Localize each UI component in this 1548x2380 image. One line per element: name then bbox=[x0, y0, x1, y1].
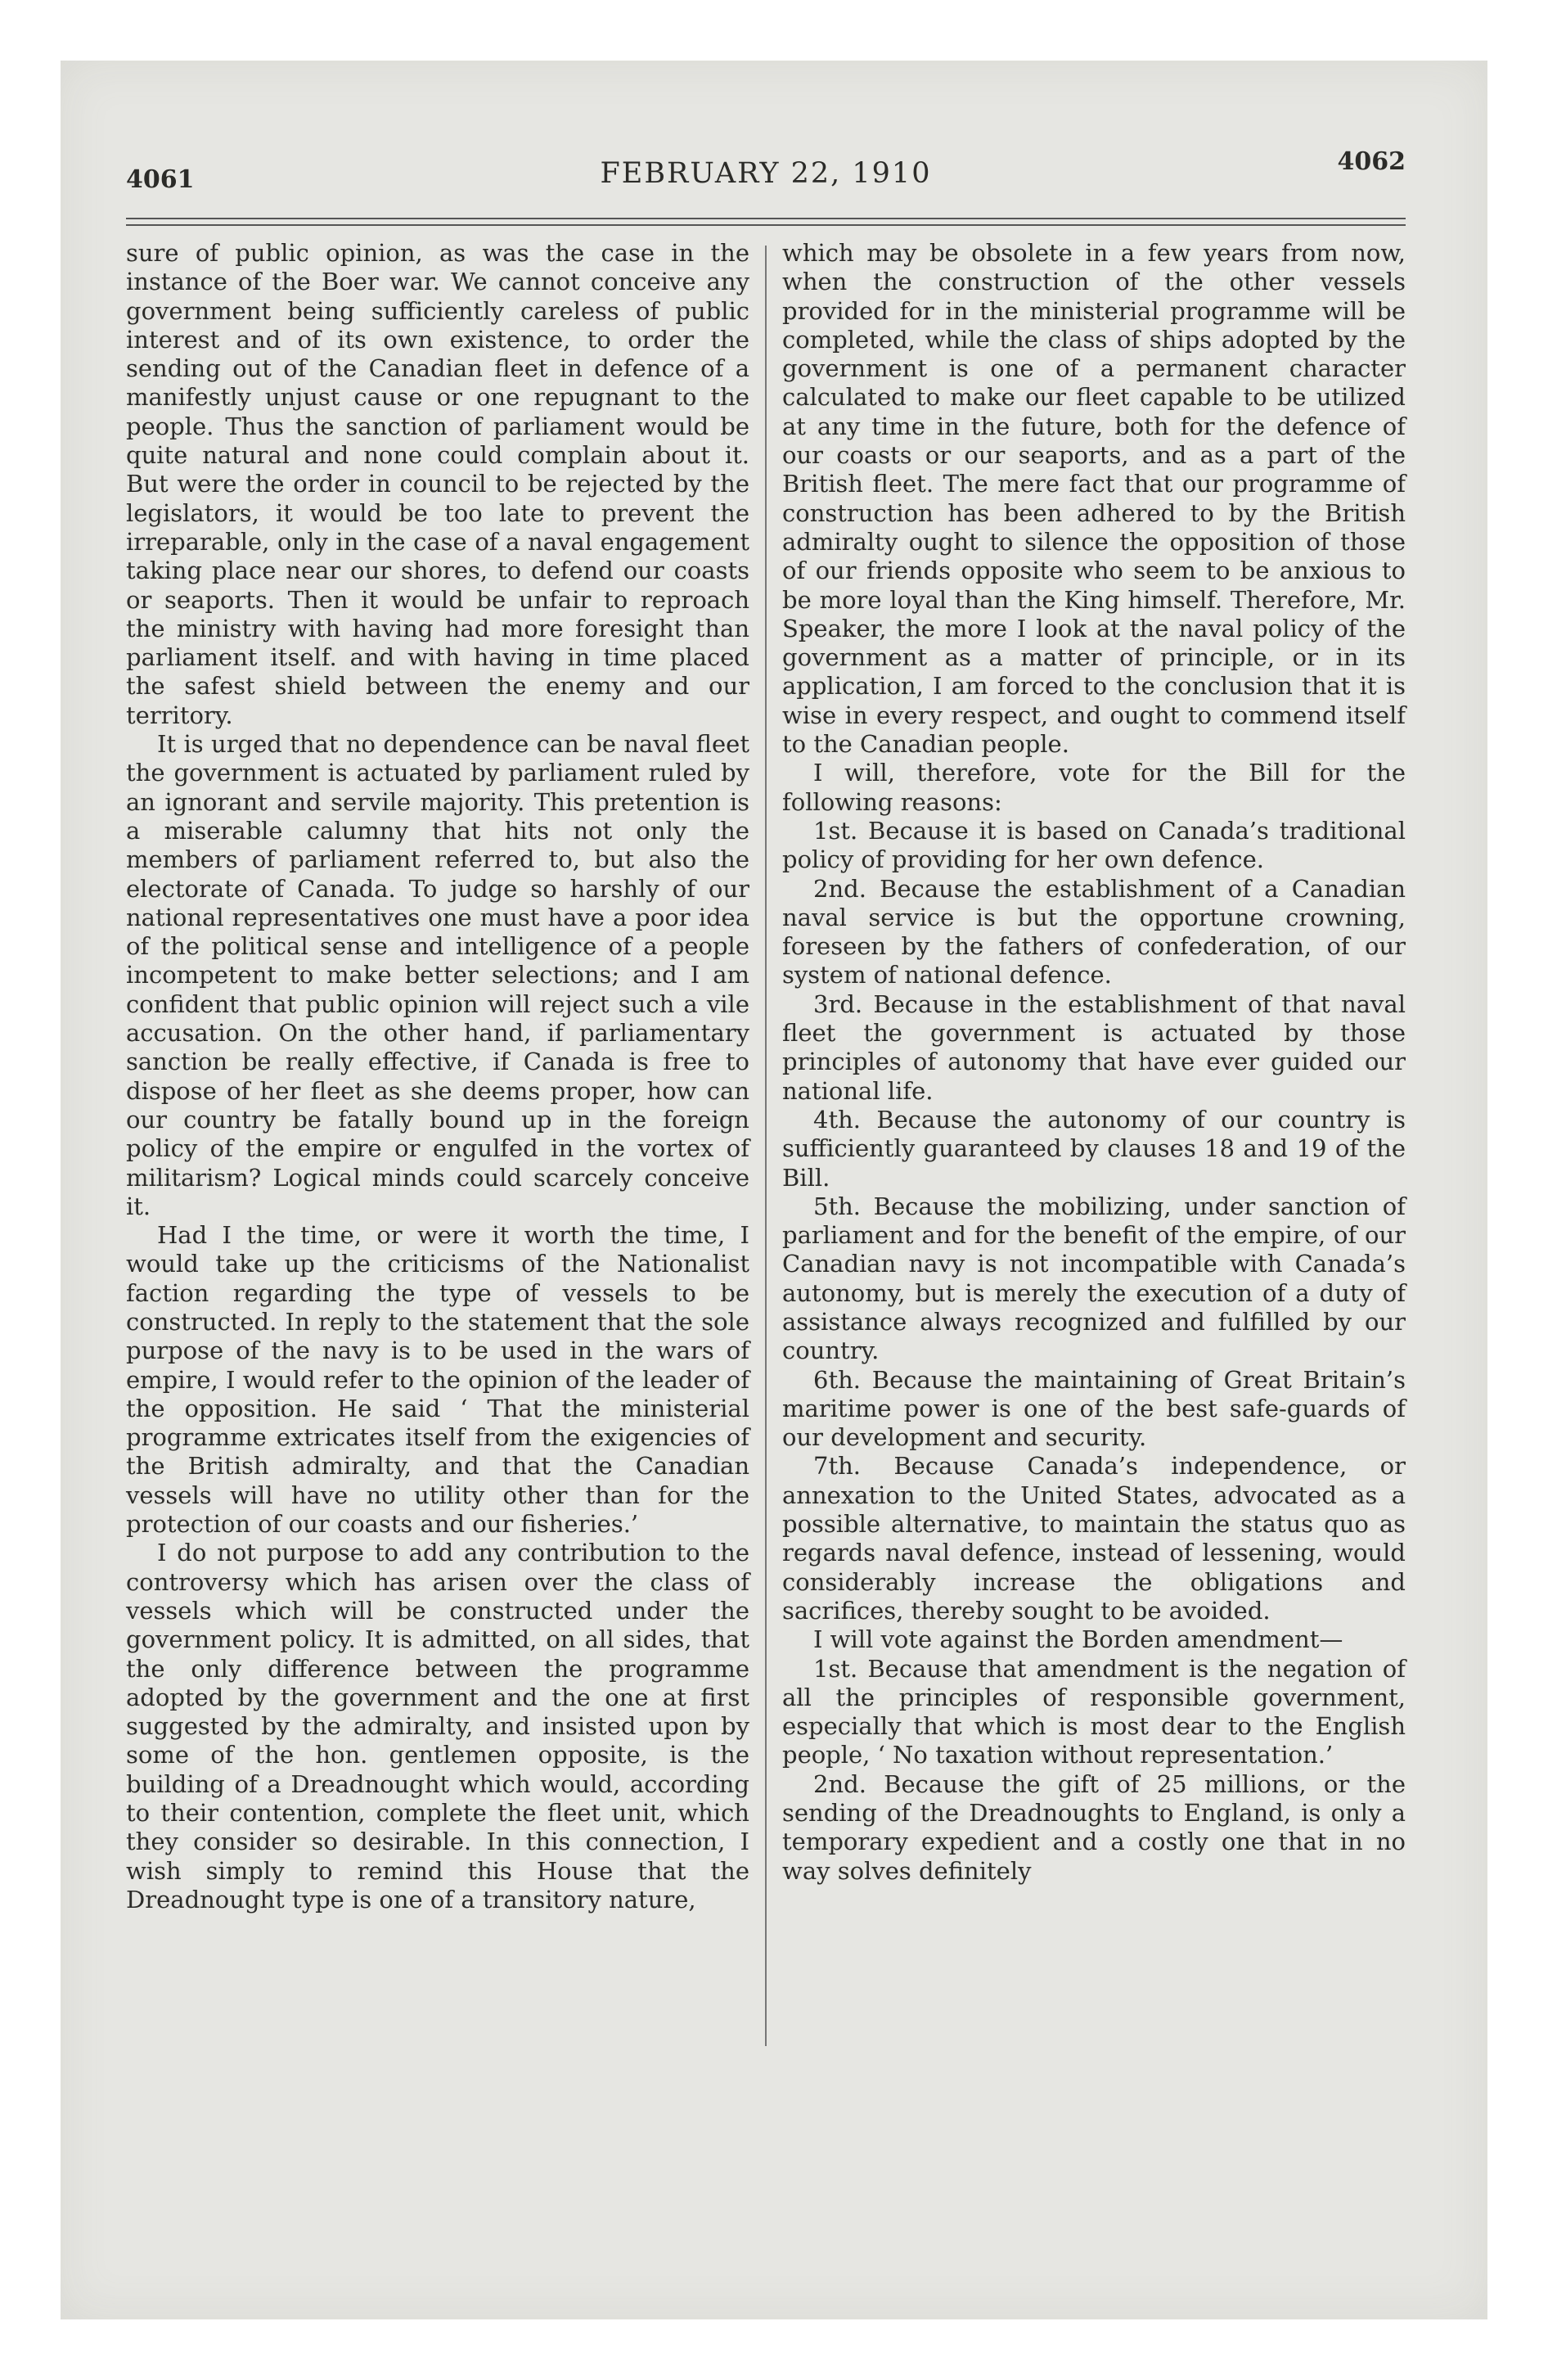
list-item: 2nd. Because the gift of 25 millions, or the sending of the Dreadnoughts to England, is only a temporary expedient and a costly one that in no way solves definitely bbox=[782, 1769, 1406, 1885]
page-number-right: 4062 bbox=[1337, 147, 1406, 176]
paragraph: I will, therefore, vote for the Bill for the following reasons: bbox=[782, 759, 1406, 816]
list-item: 6th. Because the maintaining of Great Britain’s maritime power is one of the best safe-guards of our development and security. bbox=[782, 1365, 1406, 1452]
paragraph: sure of public opinion, as was the case in the instance of the Boer war. We cannot conceive any government being sufficiently careless of public interest and of its own existence, to order the sending out of the Canadian fleet in defence of a manifestly unjust cause or one repugnant to the people. Thus the sanction of parliament would be quite natural and none could complain about it. But were the order in council to be rejected by the legislators, it would be too late to prevent the irreparable, only in the case of a naval engagement taking place near our shores, to defend our coasts or seaports. Then it would be unfair to reproach the ministry with having had more foresight than parliament itself. and with having in time placed the safest shield between the enemy and our territory. bbox=[126, 239, 749, 729]
page-number-left: 4061 bbox=[126, 165, 195, 194]
header-rule-bottom bbox=[126, 224, 1406, 226]
paragraph: I do not purpose to add any contribution to the controversy which has arisen over the class of vessels which will be constructed under the government policy. It is admitted, on all sides, that the only difference between the programme adopted by the government and the one at first suggested by the admiralty, and insisted upon by some of the hon. gentlemen opposite, is the building of a Dreadnought which would, according to their contention, complete the fleet unit, which they consider so desirable. In this connection, I wish simply to remind this House that the Dreadnought type is one of a transitory nature, bbox=[126, 1539, 749, 1913]
header-rule-top bbox=[126, 218, 1406, 219]
left-column bbox=[126, 239, 749, 2046]
list-item: 7th. Because Canada’s independence, or annexation to the United States, advocated as a possible alternative, to maintain the status quo as regards naval defence, instead of lessening, would considerably increase the obligations and sacrifices, thereby sought to be avoided. bbox=[782, 1452, 1406, 1625]
paragraph: It is urged that no dependence can be naval fleet the government is actuated by parliament ruled by an ignorant and servile majority. This pretention is a miserable calumny that hits not only the members of parliament referred to, but also the electorate of Canada. To judge so harshly of our national representatives one must have a poor idea of the political sense and intelligence of a people incompetent to make better selections; and I am confident that public opinion will reject such a vile accusation. On the other hand, if parliamentary sanction be really effective, if Canada is free to dispose of her fleet as she deems proper, how can our country be fatally bound up in the foreign policy of the empire or engulfed in the vortex of militarism? Logical minds could scarcely conceive it. bbox=[126, 730, 749, 1220]
list-item: 1st. Because that amendment is the negation of all the principles of responsible government, especially that which is most dear to the English people, ‘ No taxation without representation.’ bbox=[782, 1654, 1406, 1769]
column-divider bbox=[765, 246, 767, 2046]
right-column bbox=[782, 239, 1406, 2046]
list-item: 2nd. Because the establishment of a Canadian naval service is but the opportune crowning, foreseen by the fathers of confederation, of our system of national defence. bbox=[782, 874, 1406, 989]
list-item: 3rd. Because in the establishment of that naval fleet the government is actuated by those principles of autonomy that have ever guided our national life. bbox=[782, 989, 1406, 1105]
hansard-page bbox=[126, 147, 1406, 2210]
paragraph: which may be obsolete in a few years from now, when the construction of the other vessels provided for in the ministerial programme will be completed, while the class of ships adopted by the government is one of a permanent character calculated to make our fleet capable to be utilized at any time in the future, both for the defence of our coasts or our seaports, and as a part of the British fleet. The mere fact that our programme of construction has been adhered to by the British admiralty ought to silence the opposition of those of our friends opposite who seem to be anxious to be more loyal than the King himself. Therefore, Mr. Speaker, the more I look at the naval policy of the government as a matter of principle, or in its application, I am forced to the conclusion that it is wise in every respect, and ought to commend itself to the Canadian people. bbox=[782, 239, 1406, 759]
list-item: 5th. Because the mobilizing, under sanction of parliament and for the benefit of the empire, of our Canadian navy is not incompatible with Canada’s autonomy, but is merely the execution of a duty of assistance always recognized and fulfilled by our country. bbox=[782, 1192, 1406, 1365]
paragraph: Had I the time, or were it worth the time, I would take up the criticisms of the Nationalist faction regarding the type of vessels to be constructed. In reply to the statement that the sole purpose of the navy is to be used in the wars of empire, I would refer to the opinion of the leader of the opposition. He said ‘ That the ministerial programme extricates itself from the exigencies of the British admiralty, and that the Canadian vessels will have no utility other than for the protection of our coasts and our fisheries.’ bbox=[126, 1221, 749, 1539]
page-header bbox=[126, 147, 1406, 205]
text-columns bbox=[126, 239, 1406, 2046]
list-item: 1st. Because it is based on Canada’s traditional policy of providing for her own defence. bbox=[782, 816, 1406, 874]
list-item: 4th. Because the autonomy of our country is sufficiently guaranteed by clauses 18 and 19 of the Bill. bbox=[782, 1105, 1406, 1192]
page-date-title: FEBRUARY 22, 1910 bbox=[600, 157, 932, 190]
paragraph: I will vote against the Borden amendment— bbox=[813, 1625, 1343, 1654]
